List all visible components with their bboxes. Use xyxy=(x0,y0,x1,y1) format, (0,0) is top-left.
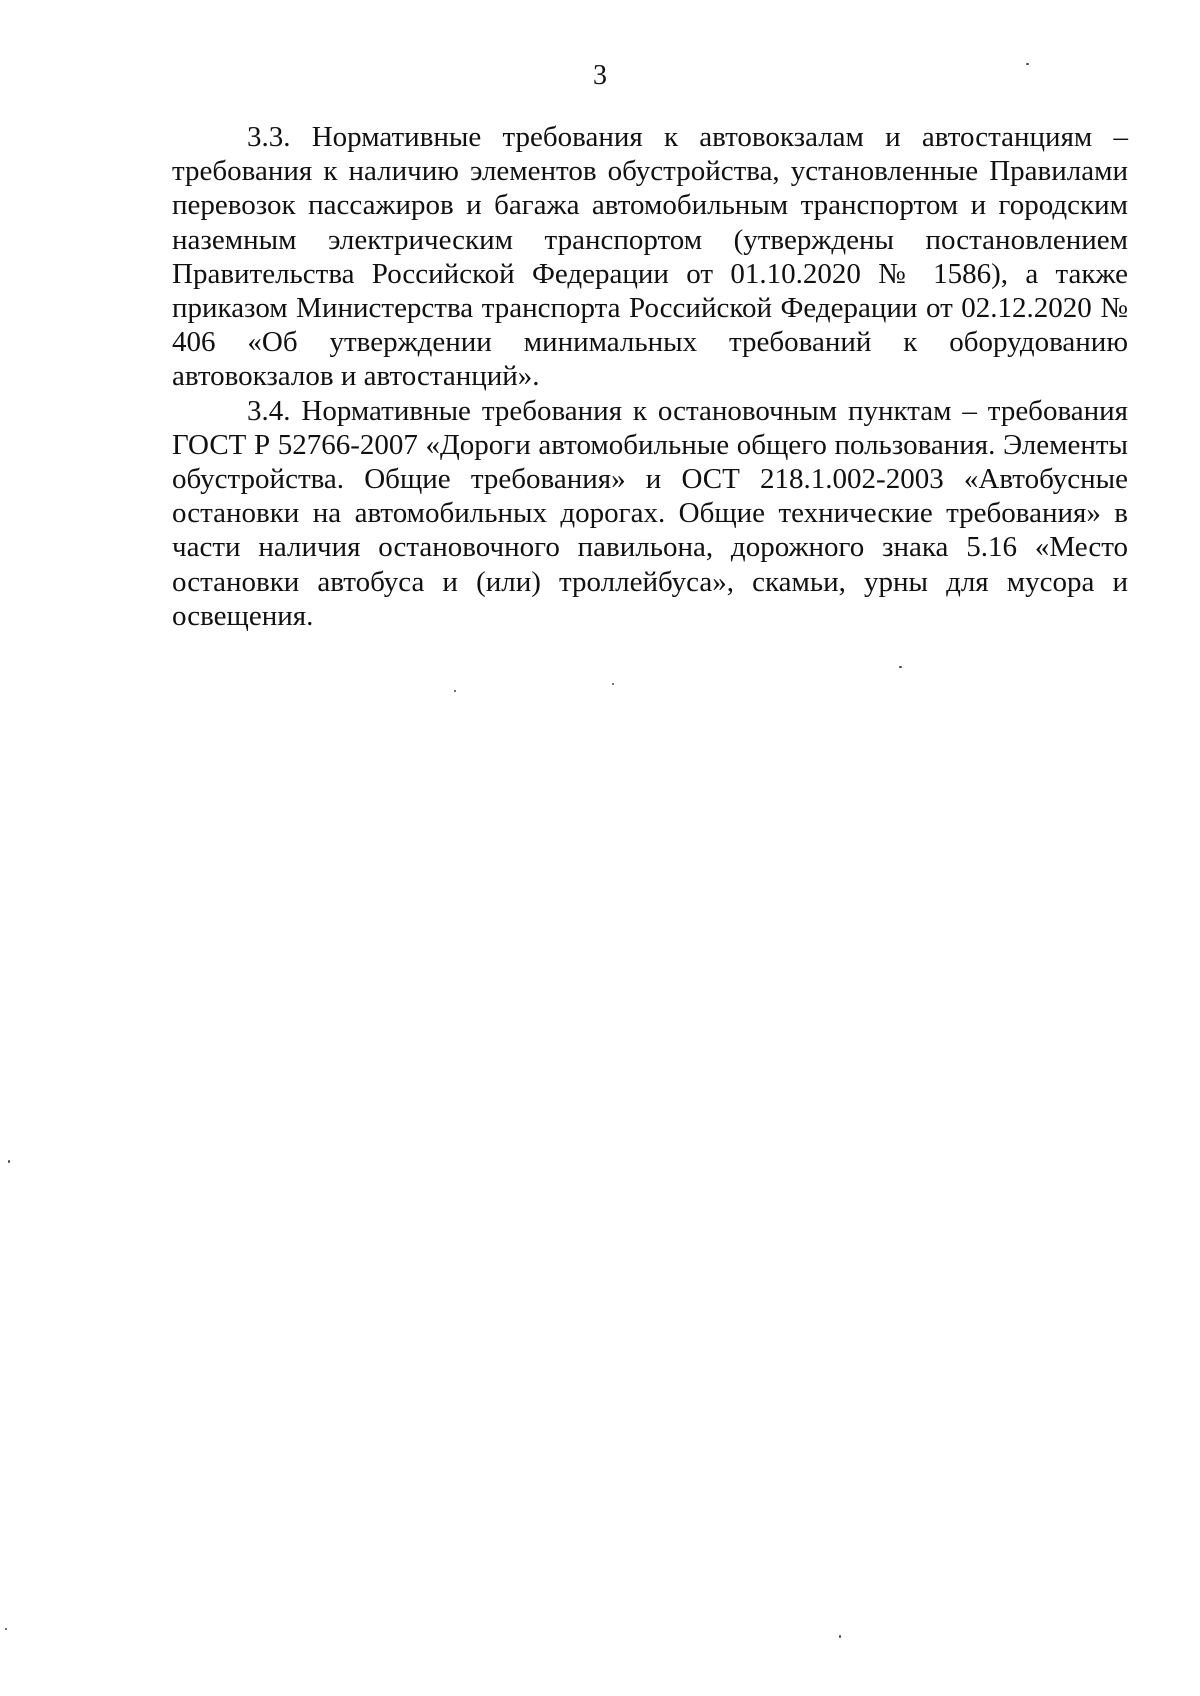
scan-speck xyxy=(8,1160,10,1163)
scan-speck xyxy=(839,1635,841,1638)
scan-speck xyxy=(612,683,614,685)
scan-speck xyxy=(899,666,902,668)
paragraph-3-4: 3.4. Нормативные требования к остановочным пунктам – требования ГОСТ Р 52766-2007 «Дороги автомобильные общего пользования. Элементы обустройства. Общие требования» и ОСТ 218.1.002-2003 «Автобусные остановки на автомобильных дорогах. Общие технические требования» в части наличия остановочного павильона, дорожного знака 5.16 «Место остановки автобуса и (или) троллейбуса», скамьи, урны для мусора и освещения. xyxy=(172,394,1128,632)
page-number: 3 xyxy=(593,60,607,91)
scan-speck xyxy=(454,690,456,692)
document-body xyxy=(172,120,1128,633)
scan-speck xyxy=(1026,63,1029,65)
paragraph-3-3: 3.3. Нормативные требования к автовокзалам и автостанциям – требования к наличию элементов обустройства, установленные Правилами перевозок пассажиров и багажа автомобильным транспортом и городским наземным электрическим транспортом (утверждены постановлением Правительства Российской Федерации от 01.10.2020 № 1586), а также приказом Министерства транспорта Российской Федерации от 02.12.2020 № 406 «Об утверждении минимальных требований к оборудованию автовокзалов и автостанций». xyxy=(172,121,1128,393)
scan-speck xyxy=(5,1628,7,1630)
